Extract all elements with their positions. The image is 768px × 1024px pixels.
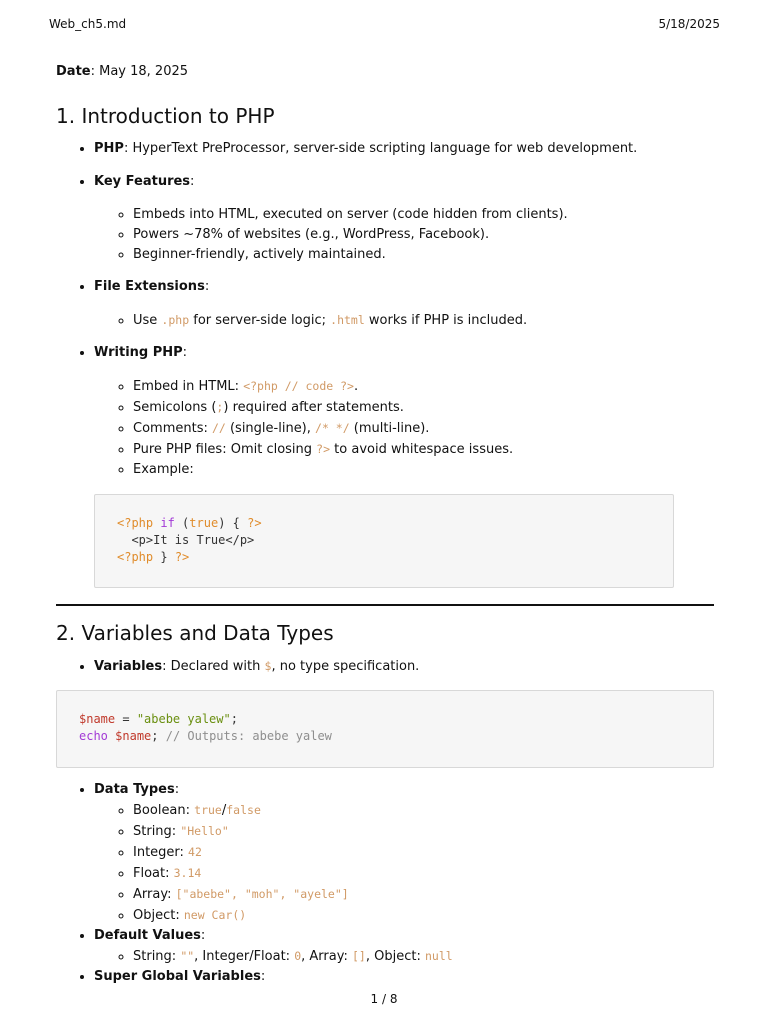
text: Integer: — [133, 845, 189, 860]
colon: : — [182, 345, 188, 360]
text: Comments: — [133, 421, 212, 436]
file-extensions-label: File Extensions — [94, 279, 205, 294]
text: / — [221, 803, 227, 818]
text: String: — [133, 824, 181, 839]
text: : Declared with — [162, 659, 265, 674]
list-item: ◦ Embeds into HTML, executed on server (code hidden from clients). — [133, 205, 714, 225]
list-item — [133, 397, 714, 418]
text: (single-line), — [225, 421, 316, 436]
code-token: = — [115, 712, 137, 726]
code-token: if — [160, 516, 175, 530]
code-token: ; — [230, 712, 238, 726]
inline-code: null — [424, 949, 453, 963]
date-value: : May 18, 2025 — [90, 64, 189, 79]
inline-code: true — [194, 803, 222, 817]
code-token: ?> — [174, 550, 190, 564]
code-token: <p>It is True</p> — [117, 533, 255, 547]
writing-php-label: Writing PHP — [94, 345, 183, 360]
section-divider — [56, 604, 714, 606]
text: to avoid whitespace issues. — [330, 442, 514, 457]
list-item-writing-php — [94, 343, 714, 588]
list-item — [133, 439, 714, 460]
text: Pure PHP files: Omit closing — [133, 442, 317, 457]
colon: : — [260, 969, 266, 984]
code-token: } — [160, 550, 168, 564]
text: , Array: — [301, 949, 352, 964]
data-types-list — [94, 800, 714, 926]
inline-code: ["abebe", "moh", "ayele"] — [175, 887, 349, 901]
list-item — [133, 800, 714, 821]
date-label: Date — [56, 64, 91, 79]
list-item-data-types — [94, 780, 714, 926]
list-item-php — [94, 139, 714, 159]
inline-code: 3.14 — [173, 866, 202, 880]
inline-code: "" — [180, 949, 195, 963]
text: . — [353, 379, 359, 394]
code-token: echo — [79, 729, 108, 743]
inline-code: [] — [352, 949, 366, 963]
code-token: ; — [151, 729, 159, 743]
default-values-list — [94, 946, 714, 967]
code-token: $name — [79, 712, 116, 726]
key-features-label: Key Features — [94, 174, 191, 189]
text: , Object: — [365, 949, 425, 964]
header-file-name: Web_ch5.md — [49, 17, 127, 31]
data-types-label: Data Types — [94, 782, 175, 797]
text: (multi-line). — [349, 421, 430, 436]
code-token: <?php — [117, 516, 154, 530]
text: String: — [133, 949, 181, 964]
section-2-title: 2. Variables and Data Types — [56, 621, 334, 645]
php-label: PHP — [94, 141, 124, 156]
list-item — [133, 946, 714, 967]
list-item-key-features — [94, 172, 714, 265]
code-token: $name — [115, 729, 152, 743]
text: Array: — [133, 887, 176, 902]
variables-label: Variables — [94, 659, 163, 674]
list-item — [133, 821, 714, 842]
text: Semicolons ( — [133, 400, 217, 415]
list-item — [133, 884, 714, 905]
colon: : — [174, 782, 180, 797]
code-token: "abebe yalew" — [136, 712, 231, 726]
list-item — [133, 905, 714, 926]
inline-code: 42 — [188, 845, 202, 859]
list-item-super-globals — [94, 967, 714, 987]
inline-code: "Hello" — [180, 824, 229, 838]
inline-code: .html — [330, 313, 365, 327]
code-token: ( — [182, 516, 190, 530]
list-item: ◦ Beginner-friendly, actively maintained. — [133, 245, 714, 265]
inline-code: ; — [216, 400, 224, 414]
colon: : — [204, 279, 210, 294]
code-token: true — [189, 516, 219, 530]
list-item-default-values — [94, 926, 714, 967]
section-1-title: 1. Introduction to PHP — [56, 104, 275, 128]
list-item: ◦ Powers ~78% of websites (e.g., WordPress, Facebook). — [133, 225, 714, 245]
date-line — [56, 64, 714, 79]
text: for server-side logic; — [189, 313, 331, 328]
key-features-list — [94, 205, 714, 265]
text: Use — [133, 313, 162, 328]
colon: : — [190, 174, 195, 189]
code-token: ?> — [247, 516, 262, 530]
inline-code: ?> — [316, 442, 331, 456]
header-date: 5/18/2025 — [658, 17, 720, 31]
inline-code: false — [226, 803, 261, 817]
page-number: 1 / 8 — [370, 992, 398, 1006]
list-item-variables — [79, 656, 714, 768]
text: works if PHP is included. — [364, 313, 528, 328]
list-item — [133, 418, 714, 439]
inline-code: <?php // code ?> — [243, 379, 354, 393]
inline-code: // — [211, 421, 226, 435]
file-extensions-list — [94, 310, 714, 331]
list-item: ◦ Example: — [133, 460, 714, 480]
list-item — [133, 842, 714, 863]
text: Embed in HTML: — [133, 379, 244, 394]
colon: : — [200, 928, 206, 943]
text: Object: — [133, 908, 184, 923]
code-block-variables — [56, 690, 714, 768]
list-item-file-extensions — [94, 277, 714, 331]
code-token: ) { — [218, 516, 240, 530]
text: , no type specification. — [271, 659, 420, 674]
section-1-list — [56, 139, 714, 588]
default-values-label: Default Values — [94, 928, 201, 943]
code-token: <?php — [117, 550, 154, 564]
inline-code: $ — [264, 659, 272, 673]
text: ) required after statements. — [223, 400, 404, 415]
list-item — [133, 376, 714, 397]
text: , Integer/Float: — [194, 949, 295, 964]
super-globals-label: Super Global Variables — [94, 969, 261, 984]
writing-php-list — [94, 376, 714, 480]
code-block-php-example — [94, 494, 674, 588]
code-token: // Outputs: abebe yalew — [165, 729, 332, 743]
inline-code: /* */ — [315, 421, 350, 435]
php-text: : HyperText PreProcessor, server-side scripting language for web development. — [123, 141, 638, 156]
text: Boolean: — [133, 803, 195, 818]
text: Float: — [133, 866, 174, 881]
inline-code: 0 — [294, 949, 302, 963]
list-item — [133, 863, 714, 884]
section-2-list — [56, 656, 714, 987]
inline-code: .php — [161, 313, 190, 327]
inline-code: new Car() — [183, 908, 247, 922]
list-item — [133, 310, 714, 331]
document-body — [56, 64, 714, 987]
